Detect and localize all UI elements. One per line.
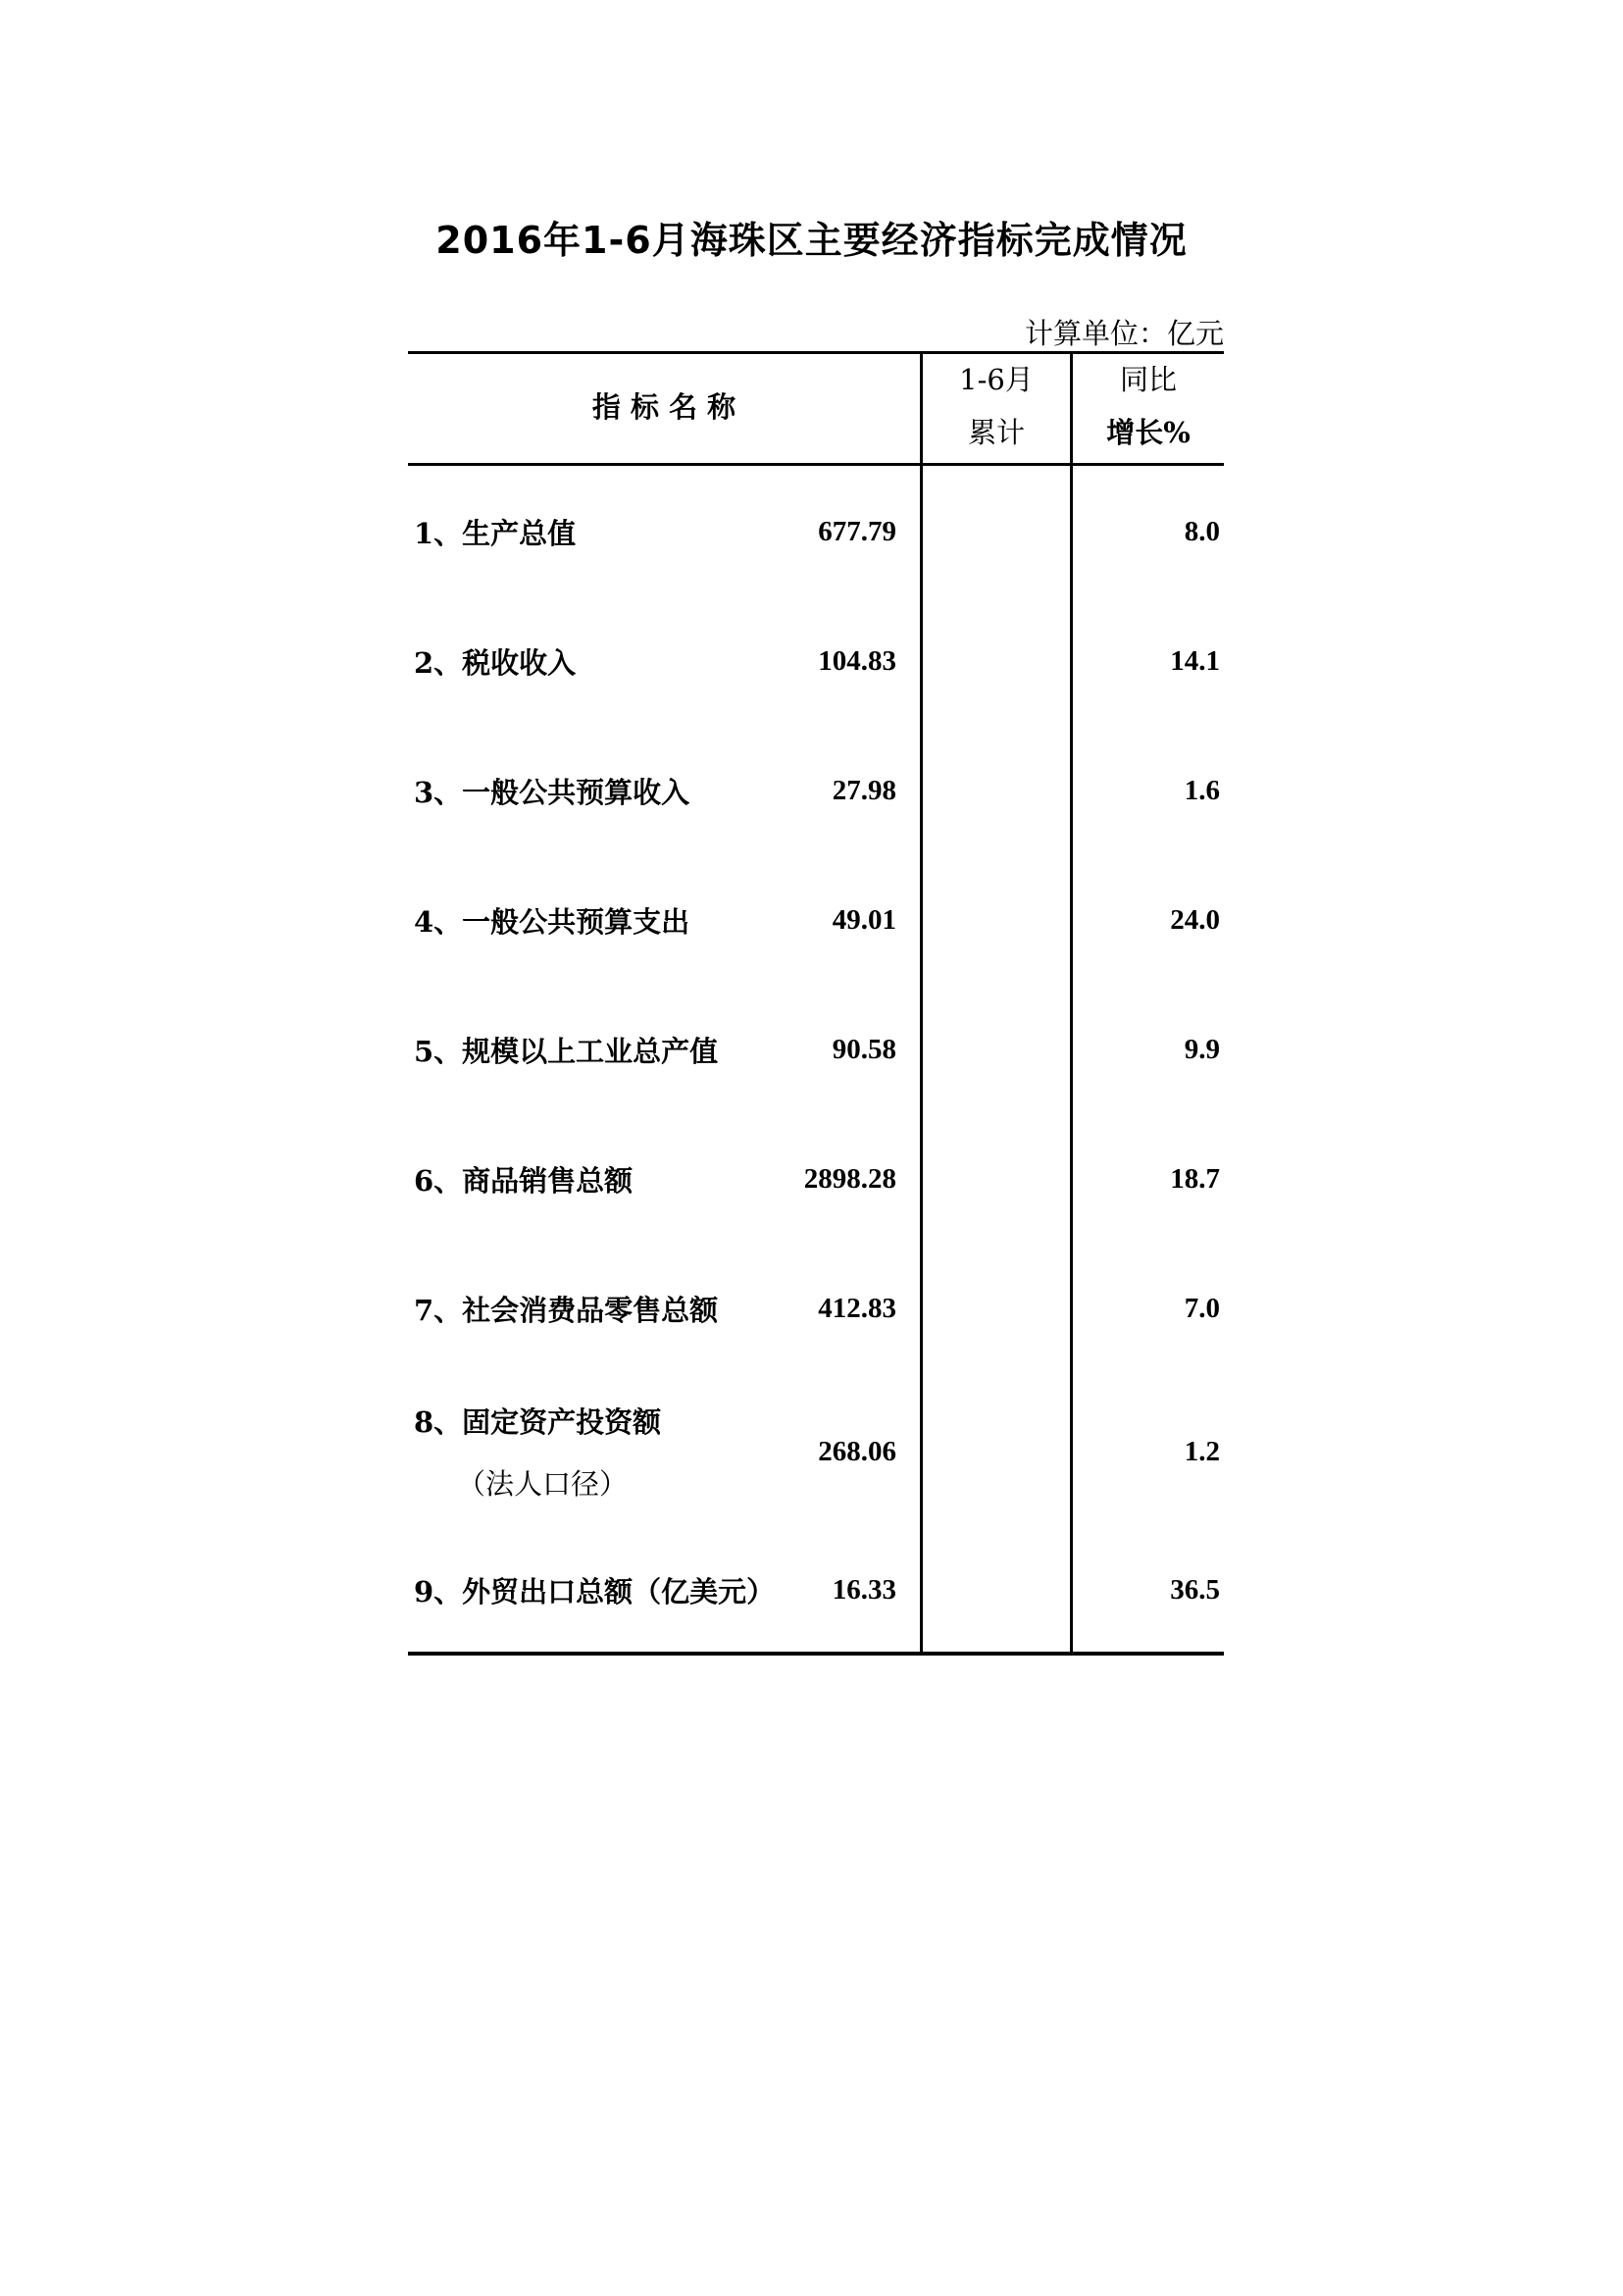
growth-value: 8.0: [1184, 515, 1220, 547]
header-name: 指 标 名 称: [591, 390, 736, 424]
indicator-name: 5、规模以上工业总产值: [414, 1034, 719, 1068]
growth-value: 36.5: [1170, 1573, 1220, 1606]
table-bottom-border: [408, 1652, 1224, 1656]
growth-value: 24.0: [1170, 903, 1220, 936]
cumulative-value: 268.06: [818, 1435, 896, 1467]
table-row: [408, 1530, 1224, 1650]
cumulative-value: 49.01: [832, 903, 896, 936]
indicator-name: 1、生产总值: [414, 516, 577, 550]
cumulative-value: 27.98: [832, 774, 896, 806]
header-bottom-border: [408, 463, 1224, 466]
unit-label: 计算单位：亿元: [1024, 317, 1224, 350]
header-growth-line1: 同比: [1119, 363, 1177, 396]
table-row: [408, 985, 1224, 1114]
growth-value: 1.6: [1184, 774, 1220, 806]
indicator-name: 7、社会消费品零售总额: [414, 1293, 719, 1327]
indicator-name: 6、商品销售总额: [414, 1163, 634, 1198]
cumulative-value: 677.79: [818, 515, 896, 547]
cumulative-value: 2898.28: [803, 1162, 896, 1195]
growth-value: 14.1: [1170, 644, 1220, 677]
growth-value: 18.7: [1170, 1162, 1220, 1195]
indicator-name: 3、一般公共预算收入: [414, 775, 690, 809]
indicator-name: 9、外贸出口总额（亿美元）: [414, 1574, 776, 1608]
indicator-name-sub: （法人口径）: [457, 1467, 629, 1501]
cumulative-value: 104.83: [818, 644, 896, 677]
header-growth-line2: 增长%: [1106, 416, 1191, 449]
table-row: [408, 1244, 1224, 1373]
growth-value: 1.2: [1184, 1435, 1220, 1467]
table-row: [408, 596, 1224, 726]
table-row: [408, 1114, 1224, 1244]
indicator-name: 2、税收收入: [414, 645, 577, 680]
table-row: [408, 855, 1224, 985]
cumulative-value: 90.58: [832, 1033, 896, 1065]
cumulative-value: 412.83: [818, 1292, 896, 1324]
indicator-name: [414, 1373, 661, 1530]
cumulative-value: 16.33: [832, 1573, 896, 1606]
indicator-name: 4、一般公共预算支出: [414, 904, 690, 939]
indicator-name-main: 8、固定资产投资额: [414, 1405, 662, 1439]
header-cumulative-line2: 累计: [967, 416, 1025, 449]
growth-value: 7.0: [1184, 1292, 1220, 1324]
table-row: [408, 726, 1224, 855]
page-title: 2016年1-6月海珠区主要经济指标完成情况: [435, 219, 1188, 262]
indicator-table: [408, 351, 1224, 1656]
table-row: [408, 1373, 1224, 1530]
growth-value: 9.9: [1184, 1033, 1220, 1065]
table-row: [408, 467, 1224, 596]
header-cumulative-line1: 1-6月: [959, 363, 1034, 396]
